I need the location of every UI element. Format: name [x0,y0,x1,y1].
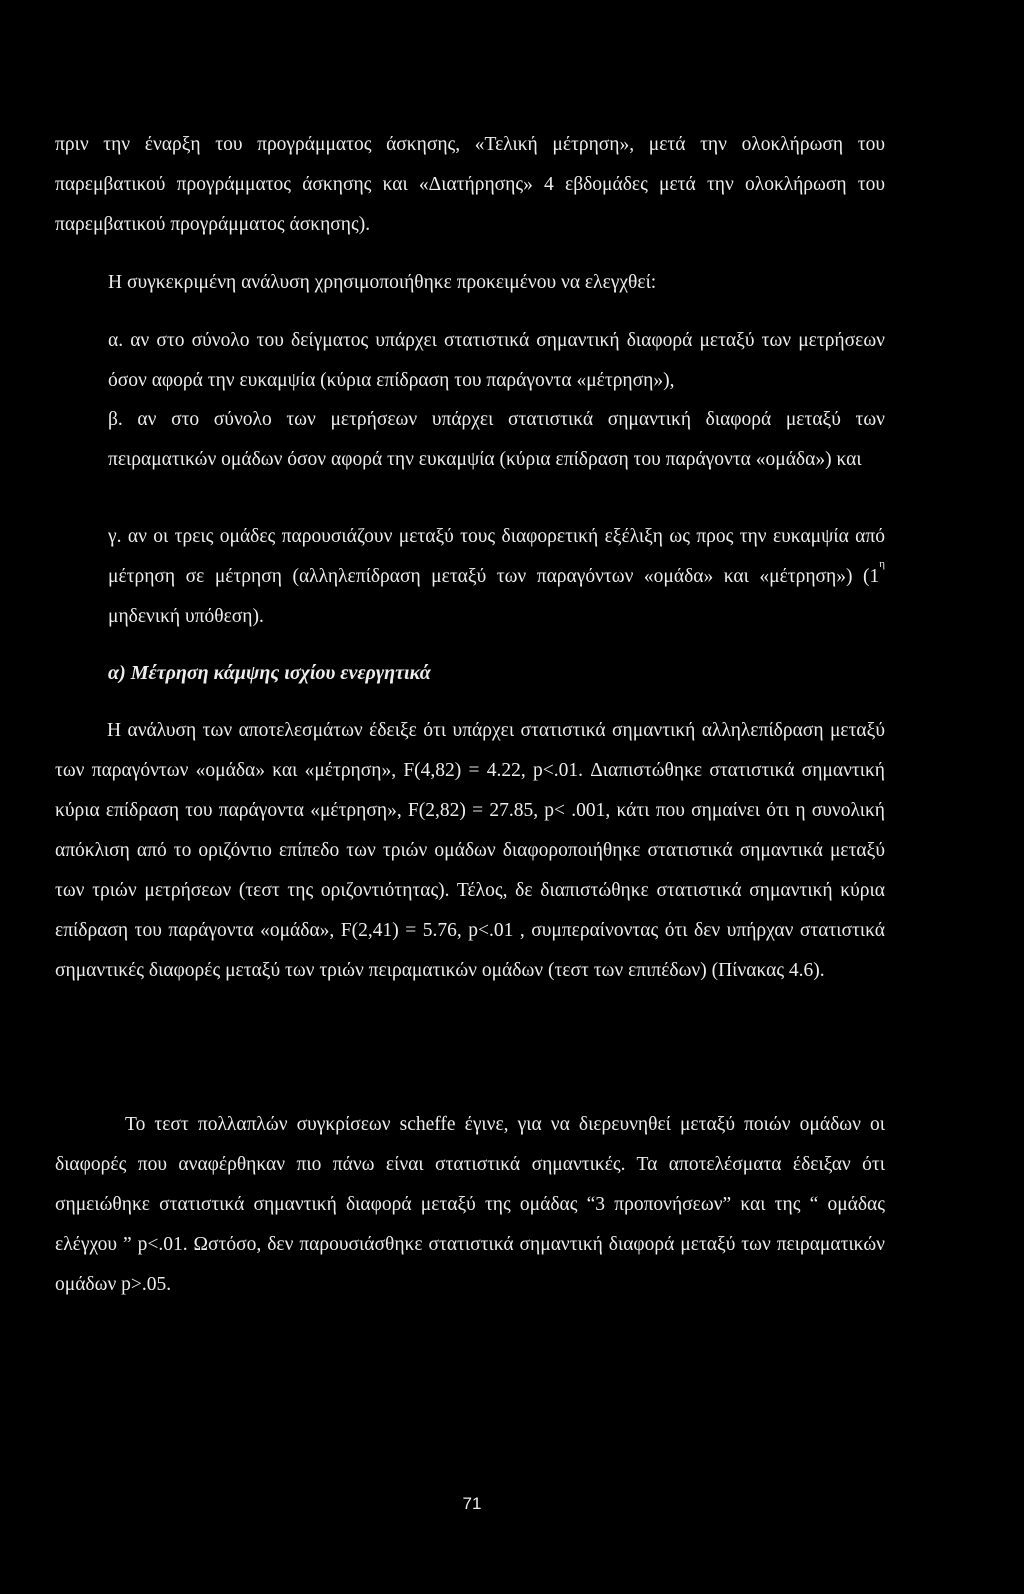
section-heading: α) Μέτρηση κάμψης ισχίου ενεργητικά [108,662,431,684]
list-item-gamma [108,517,885,637]
scheffe-paragraph: Το τεστ πολλαπλών συγκρίσεων scheffe έγινε, για να διερευνηθεί μεταξύ ποιών ομάδων οι διαφορές που αναφέρθηκαν πιο πάνω είναι στατιστικά σημαντικές. Τα αποτελέσματα έδειξαν ότι σημειώθηκε στατιστικά σημαντική διαφορά μεταξύ της ομάδας “3 προπονήσεων” και της “ ομάδας ελέγχου ” p<.01. Ωστόσο, δεν παρουσιάσθηκε στατιστικά σημαντική διαφορά μεταξύ των πειραματικών ομάδων p>.05. [55,1114,885,1295]
ordinal-superscript: η [879,558,885,570]
list-item-gamma-text-end: μηδενική υπόθεση). [108,606,264,627]
list-item-beta: β. αν στο σύνολο των μετρήσεων υπάρχει στατιστικά σημαντική διαφορά μεταξύ των πειραματικών ομάδων όσον αφορά την ευκαμψία (κύρια επίδραση του παράγοντα «ομάδα») και [108,409,885,470]
list-item-gamma-text: γ. αν οι τρεις ομάδες παρουσιάζουν μεταξύ τους διαφορετική εξέλιξη ως προς την ευκαμψία από μέτρηση σε μέτρηση (αλληλεπίδραση μεταξύ των παραγόντων «ομάδα» και «μέτρηση») (1 [108,526,885,587]
intro-paragraph: πριν την έναρξη του προγράμματος άσκησης, «Τελική μέτρηση», μετά την ολοκλήρωση του παρεμβατικού προγράμματος άσκησης και «Διατήρησης» 4 εβδομάδες μετά την ολοκλήρωση του παρεμβατικού προγράμματος άσκησης). [55,134,885,235]
results-paragraph: Η ανάλυση των αποτελεσμάτων έδειξε ότι υπάρχει στατιστικά σημαντική αλληλεπίδραση μεταξύ των παραγόντων «ομάδα» και «μέτρηση», F(4,82) = 4.22, p<.01. Διαπιστώθηκε στατιστικά σημαντική κύρια επίδραση του παράγοντα «μέτρηση», F(2,82) = 27.85, p< .001, κάτι που σημαίνει ότι η συνολική απόκλιση από το οριζόντιο επίπεδο των τριών ομάδων διαφοροποιήθηκε στατιστικά σημαντικά μεταξύ των τριών μετρήσεων (τεστ της οριζοντιότητας). Τέλος, δε διαπιστώθηκε στατιστικά σημαντική κύρια επίδραση του παράγοντα «ομάδα», F(2,41) = 5.76, p<.01 , συμπεραίνοντας ότι δεν υπήρχαν στατιστικά σημαντικές διαφορές μεταξύ των τριών πειραματικών ομάδων (τεστ των επιπέδων) (Πίνακας 4.6). [55,720,885,981]
list-item-alpha: α. αν στο σύνολο του δείγματος υπάρχει στατιστικά σημαντική διαφορά μεταξύ των μετρήσεων όσον αφορά την ευκαμψία (κύρια επίδραση του παράγοντα «μέτρηση»), [108,330,885,391]
page-number: 71 [462,1494,482,1513]
purpose-paragraph: Η συγκεκριμένη ανάλυση χρησιμοποιήθηκε προκειμένου να ελεγχθεί: [108,272,657,293]
